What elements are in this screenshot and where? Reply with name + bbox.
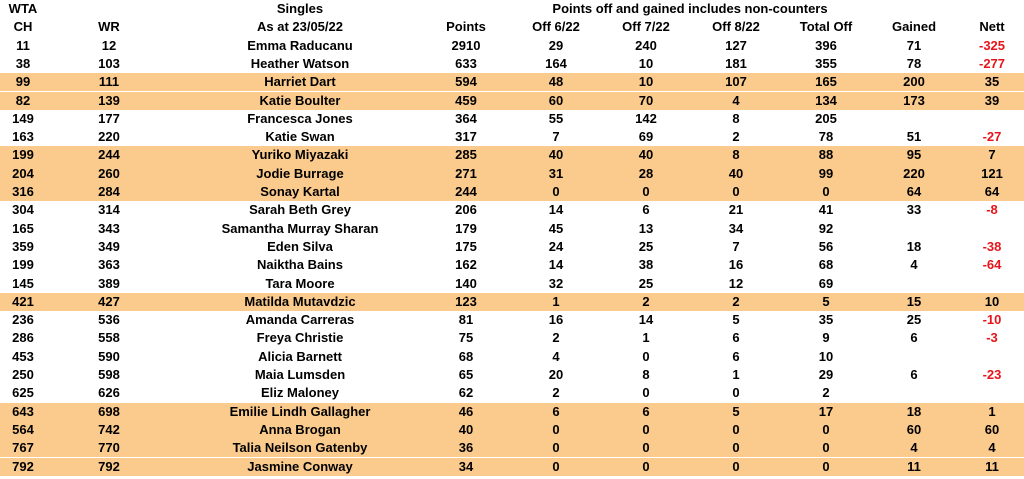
- cell-points: 594: [455, 74, 477, 90]
- table-row: [0, 73, 1024, 91]
- cell-off-7-22: 2: [642, 293, 650, 309]
- cell-wr: 314: [98, 202, 120, 218]
- cell-wr: 389: [98, 275, 120, 291]
- header-off-7-22: Off 7/22: [622, 19, 670, 35]
- cell-total-off: 29: [818, 367, 834, 382]
- cell-gained: 6: [910, 367, 918, 382]
- cell-off-6-22: 16: [548, 312, 564, 328]
- cell-player-name: Eliz Maloney: [260, 385, 340, 401]
- cell-off-6-22: 60: [548, 92, 564, 108]
- cell-ch: 236: [12, 312, 34, 328]
- header-off-6-22: Off 6/22: [532, 19, 580, 35]
- table-row: [0, 403, 1024, 421]
- cell-player-name: Anna Brogan: [259, 421, 341, 437]
- cell-player-name: Heather Watson: [250, 55, 350, 71]
- cell-player-name: Maia Lumsden: [254, 367, 346, 382]
- cell-ch: 199: [12, 147, 34, 163]
- cell-player-name: Alicia Barnett: [258, 348, 342, 364]
- cell-nett: 121: [981, 165, 1003, 181]
- cell-wr: 558: [98, 330, 120, 346]
- cell-off-8-22: 0: [732, 184, 740, 199]
- cell-player-name: Amanda Carreras: [245, 312, 355, 328]
- cell-player-name: Matilda Mutavdzic: [244, 293, 356, 309]
- cell-total-off: 134: [815, 92, 837, 108]
- cell-ch: 145: [12, 275, 34, 291]
- cell-gained: [876, 348, 952, 366]
- cell-off-7-22: 10: [638, 74, 654, 90]
- cell-off-8-22: 181: [725, 55, 747, 71]
- cell-total-off: 9: [822, 330, 830, 346]
- cell-nett: -8: [986, 202, 998, 218]
- cell-nett: -277: [978, 55, 1006, 71]
- cell-gained: 18: [906, 403, 922, 419]
- cell-off-6-22: 2: [552, 385, 560, 401]
- cell-points: 244: [455, 184, 477, 199]
- cell-player-name: Jodie Burrage: [256, 165, 344, 181]
- cell-total-off: 0: [822, 184, 830, 199]
- cell-off-6-22: 164: [545, 55, 567, 71]
- cell-gained: 15: [906, 293, 922, 309]
- cell-gained: [876, 384, 952, 402]
- cell-nett: [964, 275, 1020, 293]
- cell-player-name: Katie Boulter: [259, 92, 341, 108]
- table-row: [0, 92, 1024, 110]
- cell-total-off: 68: [818, 257, 834, 273]
- cell-off-7-22: 0: [642, 348, 650, 364]
- cell-off-6-22: 6: [552, 403, 560, 419]
- cell-off-6-22: 4: [552, 348, 560, 364]
- cell-nett: [964, 384, 1020, 402]
- cell-wr: 698: [98, 403, 120, 419]
- cell-ch: 250: [12, 367, 34, 382]
- cell-nett: 35: [984, 74, 1000, 90]
- cell-off-8-22: 6: [732, 348, 740, 364]
- cell-gained: 220: [903, 165, 925, 181]
- cell-gained: 51: [906, 129, 922, 145]
- cell-gained: 33: [906, 202, 922, 218]
- table-row: [0, 311, 1024, 329]
- cell-nett: [964, 110, 1020, 128]
- cell-player-name: Emilie Lindh Gallagher: [229, 403, 371, 419]
- cell-points: 179: [455, 220, 477, 236]
- cell-off-6-22: 20: [548, 367, 564, 382]
- table-row: [0, 238, 1024, 256]
- cell-off-8-22: 0: [732, 421, 740, 437]
- cell-off-6-22: 0: [552, 184, 560, 199]
- cell-gained: 200: [903, 74, 925, 90]
- cell-off-8-22: 107: [725, 74, 747, 90]
- cell-total-off: 99: [818, 165, 834, 181]
- cell-player-name: Sarah Beth Grey: [249, 202, 351, 218]
- cell-off-7-22: 25: [638, 275, 654, 291]
- cell-player-name: Freya Christie: [256, 330, 344, 346]
- cell-off-6-22: 40: [548, 147, 564, 163]
- cell-off-8-22: 21: [728, 202, 744, 218]
- cell-points: 206: [455, 202, 477, 218]
- cell-wr: 220: [98, 129, 120, 145]
- cell-off-8-22: 40: [728, 165, 744, 181]
- cell-ch: 199: [12, 257, 34, 273]
- cell-off-7-22: 14: [638, 312, 654, 328]
- table-row: [0, 183, 1024, 201]
- cell-off-7-22: 8: [642, 367, 650, 382]
- cell-gained: 18: [906, 238, 922, 254]
- cell-total-off: 56: [818, 238, 834, 254]
- cell-off-6-22: 48: [548, 74, 564, 90]
- table-row: [0, 220, 1024, 238]
- table-row: [0, 128, 1024, 146]
- cell-points: 34: [458, 458, 474, 474]
- header-as-at: As at 23/05/22: [256, 19, 343, 35]
- cell-off-6-22: 24: [548, 238, 564, 254]
- cell-wr: 349: [98, 238, 120, 254]
- cell-off-8-22: 6: [732, 330, 740, 346]
- header-points: Points: [446, 19, 486, 35]
- cell-total-off: 0: [822, 440, 830, 456]
- cell-points: 633: [455, 55, 477, 71]
- cell-off-6-22: 0: [552, 458, 560, 474]
- cell-gained: 78: [906, 55, 922, 71]
- cell-off-8-22: 4: [732, 92, 740, 108]
- table-row: [0, 201, 1024, 219]
- cell-points: 68: [458, 348, 474, 364]
- cell-wr: 626: [98, 385, 120, 401]
- table-row: [0, 110, 1024, 128]
- cell-off-7-22: 0: [642, 184, 650, 199]
- cell-wr: 792: [98, 458, 120, 474]
- cell-wr: 363: [98, 257, 120, 273]
- cell-nett: 1: [988, 403, 996, 419]
- cell-wr: 427: [98, 293, 120, 309]
- cell-off-7-22: 6: [642, 403, 650, 419]
- header-points-info: Points off and gained includes non-counters: [552, 1, 828, 16]
- cell-off-7-22: 0: [642, 458, 650, 474]
- cell-nett: [964, 220, 1020, 238]
- header-wr: WR: [98, 19, 120, 35]
- cell-wr: 343: [98, 220, 120, 236]
- cell-points: 162: [455, 257, 477, 273]
- cell-off-7-22: 28: [638, 165, 654, 181]
- cell-total-off: 35: [818, 312, 834, 328]
- cell-ch: 767: [12, 440, 34, 456]
- table-row: [0, 146, 1024, 164]
- cell-wr: 260: [98, 165, 120, 181]
- cell-points: 285: [455, 147, 477, 163]
- cell-gained: 6: [910, 330, 918, 346]
- cell-total-off: 0: [822, 421, 830, 437]
- header-nett: Nett: [979, 19, 1005, 35]
- cell-ch: 165: [12, 220, 34, 236]
- cell-total-off: 355: [815, 55, 837, 71]
- cell-nett: -38: [982, 238, 1002, 254]
- cell-player-name: Eden Silva: [267, 238, 333, 254]
- cell-total-off: 5: [822, 293, 830, 309]
- cell-off-7-22: 0: [642, 440, 650, 456]
- cell-total-off: 92: [818, 220, 834, 236]
- cell-off-8-22: 12: [728, 275, 744, 291]
- cell-ch: 643: [12, 403, 34, 419]
- cell-off-8-22: 5: [732, 403, 740, 419]
- cell-nett: -3: [986, 330, 998, 346]
- table-row: [0, 458, 1024, 476]
- cell-off-7-22: 142: [635, 110, 657, 126]
- cell-wr: 590: [98, 348, 120, 364]
- cell-total-off: 17: [818, 403, 834, 419]
- cell-total-off: 88: [818, 147, 834, 163]
- cell-off-8-22: 8: [732, 110, 740, 126]
- cell-wr: 12: [101, 37, 117, 53]
- cell-off-7-22: 38: [638, 257, 654, 273]
- cell-points: 40: [458, 421, 474, 437]
- cell-ch: 11: [16, 37, 30, 53]
- cell-ch: 149: [12, 110, 34, 126]
- cell-gained: [876, 220, 952, 238]
- cell-ch: 359: [12, 238, 34, 254]
- cell-points: 140: [455, 275, 477, 291]
- cell-off-7-22: 13: [638, 220, 654, 236]
- cell-ch: 304: [12, 202, 34, 218]
- cell-off-6-22: 32: [548, 275, 564, 291]
- cell-total-off: 165: [815, 74, 837, 90]
- cell-ch: 82: [15, 92, 31, 108]
- cell-off-7-22: 0: [642, 385, 650, 401]
- cell-off-8-22: 7: [732, 238, 740, 254]
- cell-points: 175: [455, 238, 477, 254]
- cell-off-8-22: 0: [732, 440, 740, 456]
- cell-points: 36: [458, 440, 474, 456]
- header-off-8-22: Off 8/22: [712, 19, 760, 35]
- cell-wr: 284: [98, 184, 120, 199]
- cell-off-6-22: 55: [548, 110, 564, 126]
- cell-off-8-22: 127: [725, 37, 747, 53]
- table-row: [0, 256, 1024, 274]
- cell-points: 123: [455, 293, 477, 309]
- cell-gained: 64: [906, 184, 922, 199]
- header-row-1: [0, 0, 1024, 18]
- header-singles: Singles: [276, 1, 324, 16]
- cell-gained: [876, 110, 952, 128]
- cell-wr: 536: [98, 312, 120, 328]
- header-row-2: [0, 18, 1024, 36]
- cell-wr: 111: [98, 74, 120, 90]
- cell-total-off: 10: [818, 348, 834, 364]
- cell-wr: 103: [98, 55, 120, 71]
- cell-points: 46: [458, 403, 474, 419]
- cell-off-8-22: 0: [732, 385, 740, 401]
- cell-points: 459: [455, 92, 477, 108]
- cell-ch: 38: [15, 55, 31, 71]
- cell-nett: 60: [984, 421, 1000, 437]
- cell-off-6-22: 31: [548, 165, 564, 181]
- cell-player-name: Talia Neilson Gatenby: [232, 440, 368, 456]
- cell-gained: 4: [910, 440, 918, 456]
- cell-total-off: 0: [822, 458, 830, 474]
- cell-player-name: Francesca Jones: [247, 110, 353, 126]
- cell-off-8-22: 34: [728, 220, 744, 236]
- cell-ch: 163: [12, 129, 34, 145]
- table-row: [0, 165, 1024, 183]
- cell-wr: 742: [98, 421, 120, 437]
- cell-off-7-22: 70: [638, 92, 654, 108]
- cell-points: 364: [455, 110, 477, 126]
- cell-nett: 10: [984, 293, 1000, 309]
- cell-points: 2910: [451, 37, 481, 53]
- cell-ch: 99: [15, 74, 31, 90]
- header-gained: Gained: [891, 19, 937, 35]
- cell-off-6-22: 1: [552, 293, 560, 309]
- cell-nett: -27: [982, 129, 1002, 145]
- cell-gained: 173: [903, 92, 925, 108]
- cell-player-name: Yuriko Miyazaki: [251, 147, 349, 163]
- cell-ch: 453: [12, 348, 34, 364]
- cell-ch: 421: [12, 293, 34, 309]
- cell-player-name: Jasmine Conway: [247, 458, 353, 474]
- cell-wr: 770: [98, 440, 120, 456]
- cell-nett: -23: [982, 367, 1002, 382]
- cell-nett: -10: [982, 312, 1002, 328]
- cell-off-8-22: 1: [732, 367, 740, 382]
- table-row: [0, 421, 1024, 439]
- cell-off-6-22: 45: [548, 220, 564, 236]
- table-row: [0, 55, 1024, 73]
- cell-off-6-22: 14: [548, 257, 564, 273]
- cell-ch: 625: [12, 385, 34, 401]
- cell-points: 81: [458, 312, 474, 328]
- cell-off-8-22: 5: [732, 312, 740, 328]
- table-row: [0, 293, 1024, 311]
- cell-total-off: 69: [818, 275, 834, 291]
- cell-ch: 286: [12, 330, 34, 346]
- cell-ch: 564: [12, 421, 34, 437]
- cell-off-8-22: 16: [728, 257, 744, 273]
- cell-off-8-22: 0: [732, 458, 740, 474]
- cell-off-7-22: 10: [638, 55, 654, 71]
- cell-nett: 4: [988, 440, 996, 456]
- cell-nett: [964, 348, 1020, 366]
- cell-gained: 25: [906, 312, 922, 328]
- cell-off-7-22: 69: [638, 129, 654, 145]
- cell-off-8-22: 2: [732, 129, 740, 145]
- table-row: [0, 366, 1024, 384]
- cell-wr: 598: [98, 367, 120, 382]
- cell-off-6-22: 2: [552, 330, 560, 346]
- cell-off-7-22: 25: [638, 238, 654, 254]
- cell-total-off: 205: [815, 110, 837, 126]
- cell-total-off: 396: [815, 37, 837, 53]
- header-total-off: Total Off: [799, 19, 853, 35]
- cell-wr: 139: [98, 92, 120, 108]
- cell-points: 317: [455, 129, 477, 145]
- cell-off-6-22: 7: [552, 129, 560, 145]
- cell-ch: 316: [12, 184, 34, 199]
- cell-gained: [876, 275, 952, 293]
- cell-total-off: 41: [818, 202, 834, 218]
- cell-off-6-22: 14: [548, 202, 564, 218]
- cell-player-name: Emma Raducanu: [247, 37, 353, 53]
- cell-gained: 4: [910, 257, 918, 273]
- cell-gained: 11: [907, 458, 921, 474]
- table-row: [0, 275, 1024, 293]
- cell-nett: 64: [984, 184, 1000, 199]
- cell-off-7-22: 0: [642, 421, 650, 437]
- cell-player-name: Sonay Kartal: [260, 184, 340, 199]
- cell-nett: -64: [982, 257, 1002, 273]
- cell-points: 62: [458, 385, 474, 401]
- cell-total-off: 2: [822, 385, 830, 401]
- table-row: [0, 384, 1024, 402]
- cell-nett: 11: [985, 458, 999, 474]
- cell-off-6-22: 29: [548, 37, 564, 53]
- cell-off-7-22: 1: [642, 330, 650, 346]
- cell-player-name: Harriet Dart: [264, 74, 336, 90]
- cell-nett: 39: [984, 92, 1000, 108]
- cell-player-name: Samantha Murray Sharan: [221, 220, 379, 236]
- table-row: [0, 37, 1024, 55]
- cell-points: 75: [458, 330, 474, 346]
- cell-off-7-22: 6: [642, 202, 650, 218]
- cell-nett: 7: [988, 147, 996, 163]
- cell-off-8-22: 2: [732, 293, 740, 309]
- cell-total-off: 78: [818, 129, 834, 145]
- cell-off-6-22: 0: [552, 440, 560, 456]
- cell-off-6-22: 0: [552, 421, 560, 437]
- cell-ch: 204: [12, 165, 34, 181]
- cell-wr: 177: [98, 110, 120, 126]
- table-row: [0, 348, 1024, 366]
- cell-player-name: Tara Moore: [265, 275, 335, 291]
- cell-ch: 792: [12, 458, 34, 474]
- cell-off-7-22: 40: [638, 147, 654, 163]
- table-row: [0, 439, 1024, 457]
- cell-player-name: Naiktha Bains: [257, 257, 343, 273]
- table-row: [0, 329, 1024, 347]
- cell-gained: 60: [906, 421, 922, 437]
- cell-off-8-22: 8: [732, 147, 740, 163]
- cell-gained: 95: [906, 147, 922, 163]
- cell-gained: 71: [906, 37, 922, 53]
- header-ch: CH: [13, 19, 33, 35]
- cell-wr: 244: [98, 147, 120, 163]
- cell-points: 65: [458, 367, 474, 382]
- cell-nett: -325: [978, 37, 1006, 53]
- header-wta: WTA: [8, 1, 38, 16]
- cell-off-7-22: 240: [635, 37, 657, 53]
- cell-player-name: Katie Swan: [265, 129, 335, 145]
- cell-points: 271: [455, 165, 477, 181]
